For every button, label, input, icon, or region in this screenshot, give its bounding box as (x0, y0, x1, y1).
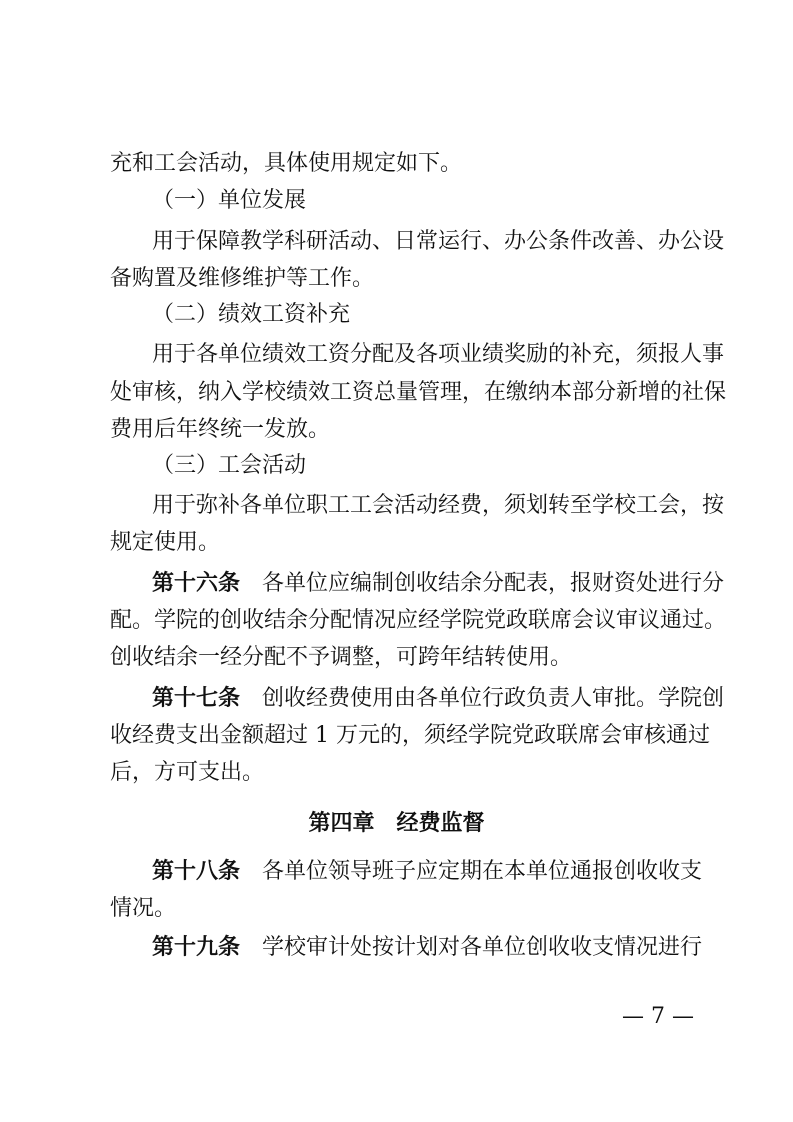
page-number: — 7 — (622, 1004, 694, 1029)
text-line: 规定使用。 (110, 530, 221, 555)
chapter-title: 第四章 经费监督 (308, 811, 485, 836)
article-16-text: 各单位应编制创收结余分配表，报财资处进行分 (262, 571, 725, 596)
text-line: 备购置及维修维护等工作。 (110, 266, 375, 291)
article-19-line (152, 931, 735, 965)
text-line: 创收结余一经分配不予调整，可跨年结转使用。 (110, 645, 573, 670)
article-19-heading: 第十九条 (152, 935, 241, 960)
article-18-line (152, 855, 735, 889)
text-line: 情况。 (110, 896, 177, 921)
text-line: 后，方可支出。 (110, 760, 265, 785)
text-line: 用于各单位绩效工资分配及各项业绩奖励的补充，须报人事 (152, 342, 725, 367)
article-16-line (152, 567, 735, 601)
text-line: 处审核，纳入学校绩效工资总量管理，在缴纳本部分新增的社保 (110, 380, 727, 405)
article-18-heading: 第十八条 (152, 859, 241, 884)
article-17-line (152, 682, 735, 716)
text-line: 充和工会活动，具体使用规定如下。 (110, 151, 463, 176)
article-18-text: 各单位领导班子应定期在本单位通报创收收支 (262, 859, 703, 884)
article-16-heading: 第十六条 (152, 571, 241, 596)
section-heading-unit-development: （一）单位发展 (152, 188, 307, 213)
text-line: 收经费支出金额超过 1 万元的，须经学院党政联席会审核通过 (110, 723, 710, 748)
section-heading-union-activities: （三）工会活动 (152, 453, 307, 478)
article-19-text: 学校审计处按计划对各单位创收收支情况进行 (262, 935, 703, 960)
text-line: 费用后年终统一发放。 (110, 417, 331, 442)
article-17-heading: 第十七条 (152, 686, 241, 711)
article-17-text: 创收经费使用由各单位行政负责人审批。学院创 (262, 686, 725, 711)
text-line: 配。学院的创收结余分配情况应经学院党政联席会议审议通过。 (110, 608, 727, 633)
text-line: 用于弥补各单位职工工会活动经费，须划转至学校工会，按 (152, 493, 725, 518)
text-line: 用于保障教学科研活动、日常运行、办公条件改善、办公设 (152, 229, 725, 254)
section-heading-performance-pay: （二）绩效工资补充 (152, 302, 351, 327)
